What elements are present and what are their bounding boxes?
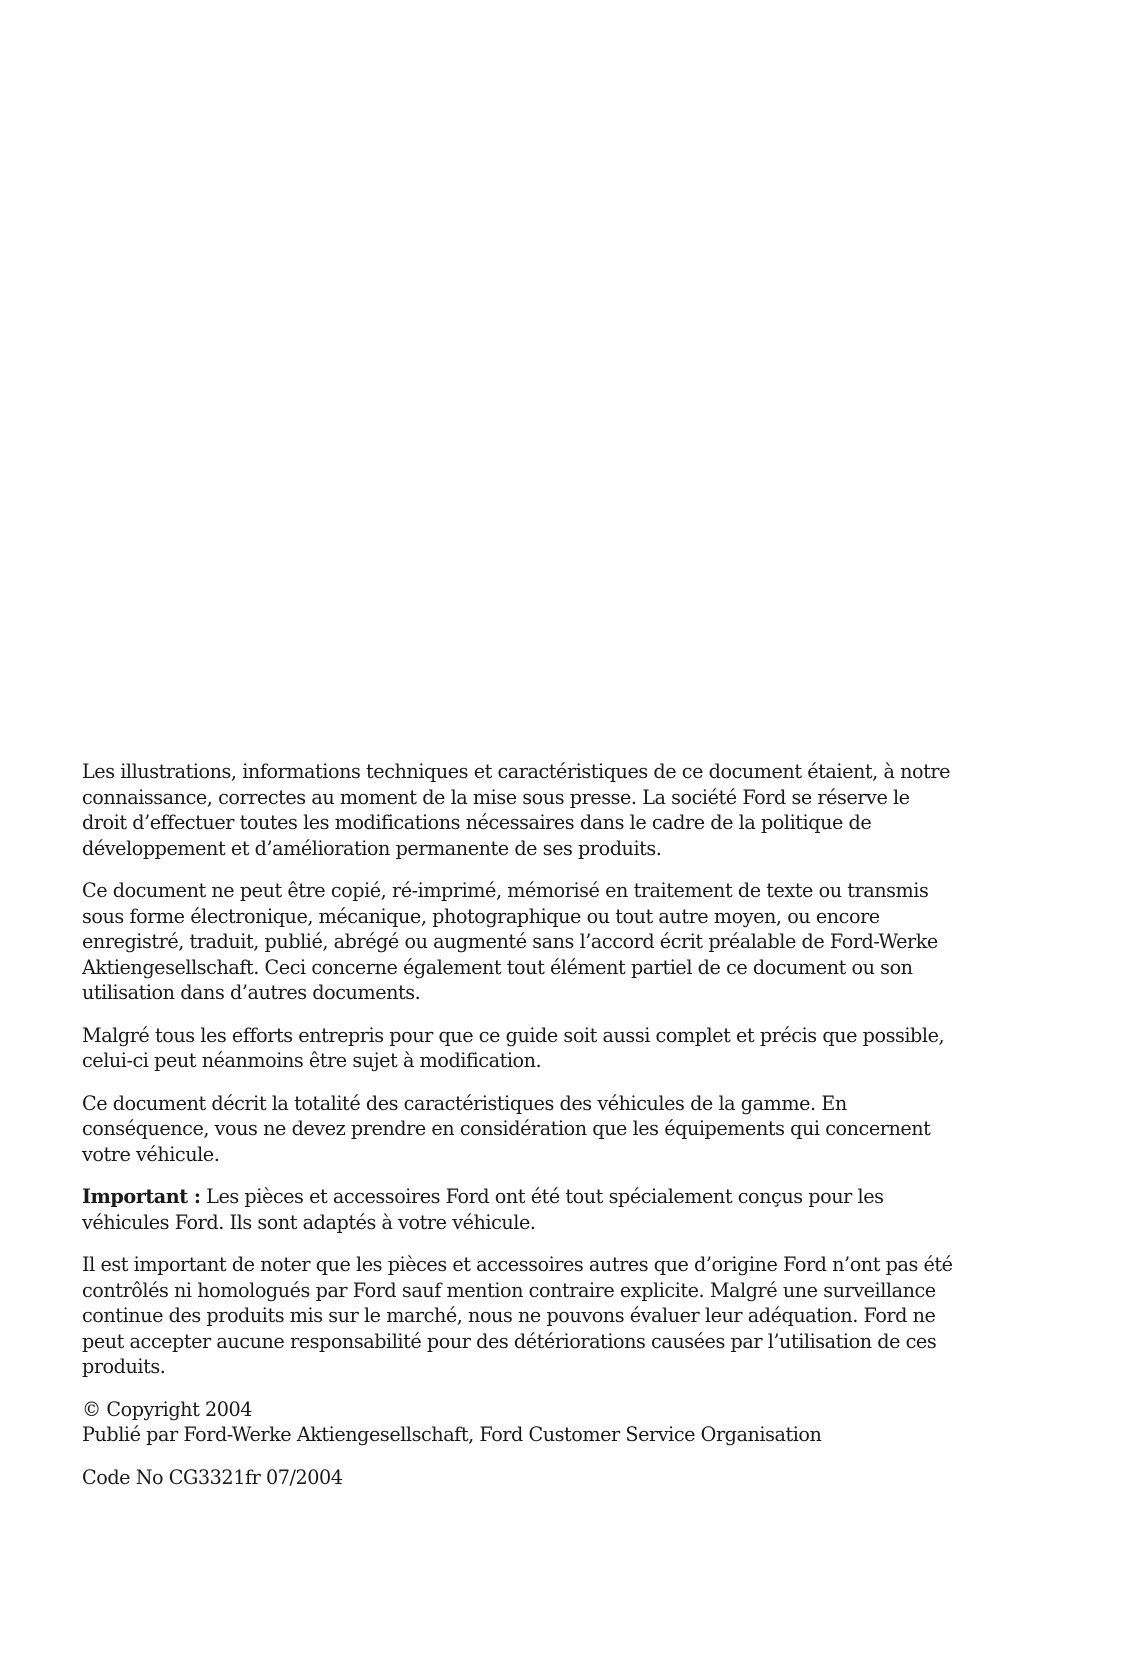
code-number: Code No CG3321fr 07/2004	[82, 1465, 343, 1489]
paragraph-modification: Malgré tous les efforts entrepris pour que ce guide soit aussi complet et précis que possible, celui-ci peut néanmoins être sujet à modification.	[82, 1023, 945, 1072]
important-label: Important :	[82, 1185, 201, 1208]
paragraph-important	[82, 1184, 1082, 1235]
paragraph-disclaimer: Les illustrations, informations techniques et caractéristiques de ce document étaient, à notre connaissance, correctes au moment de la mise sous presse. La société Ford se réserve le droit d’effectuer toutes les modifications nécessaires dans le cadre de la politique de développement et d’amélioration permanente de ses produits.	[82, 760, 951, 860]
publisher-line: Publié par Ford-Werke Aktiengesellschaft, Ford Customer Service Organisation	[82, 1423, 822, 1446]
paragraph-features: Ce document décrit la totalité des caractéristiques des véhicules de la gamme. En conséquence, vous ne devez prendre en considération que les équipements qui concernent votre véhicule.	[82, 1091, 931, 1166]
paragraph-reproduction: Ce document ne peut être copié, ré-imprimé, mémorisé en traitement de texte ou transmis sous forme électronique, mécanique, photographique ou tout autre moyen, ou encore enregistré, traduit, publié, abrégé ou augmenté sans l’accord écrit préalable de Ford-Werke Aktiengesellschaft. Ceci concerne également tout élément partiel de ce document ou son utilisation dans d’autres documents.	[82, 879, 938, 1004]
legal-notice	[82, 759, 1082, 1507]
copyright-line: © Copyright 2004	[82, 1397, 253, 1421]
important-text: Les pièces et accessoires Ford ont été tout spécialement conçus pour les véhicules Ford. Ils sont adaptés à votre véhicule.	[82, 1185, 884, 1234]
paragraph-parts-notice: Il est important de noter que les pièces et accessoires autres que d’origine Ford n’ont pas été contrôlés ni homologués par Ford sauf mention contraire explicite. Malgré une surveillance continue des produits mis sur le marché, nous ne pouvons évaluer leur adéquation. Ford ne peut accepter aucune responsabilité pour des détériorations causées par l’utilisation de ces produits.	[82, 1253, 953, 1378]
